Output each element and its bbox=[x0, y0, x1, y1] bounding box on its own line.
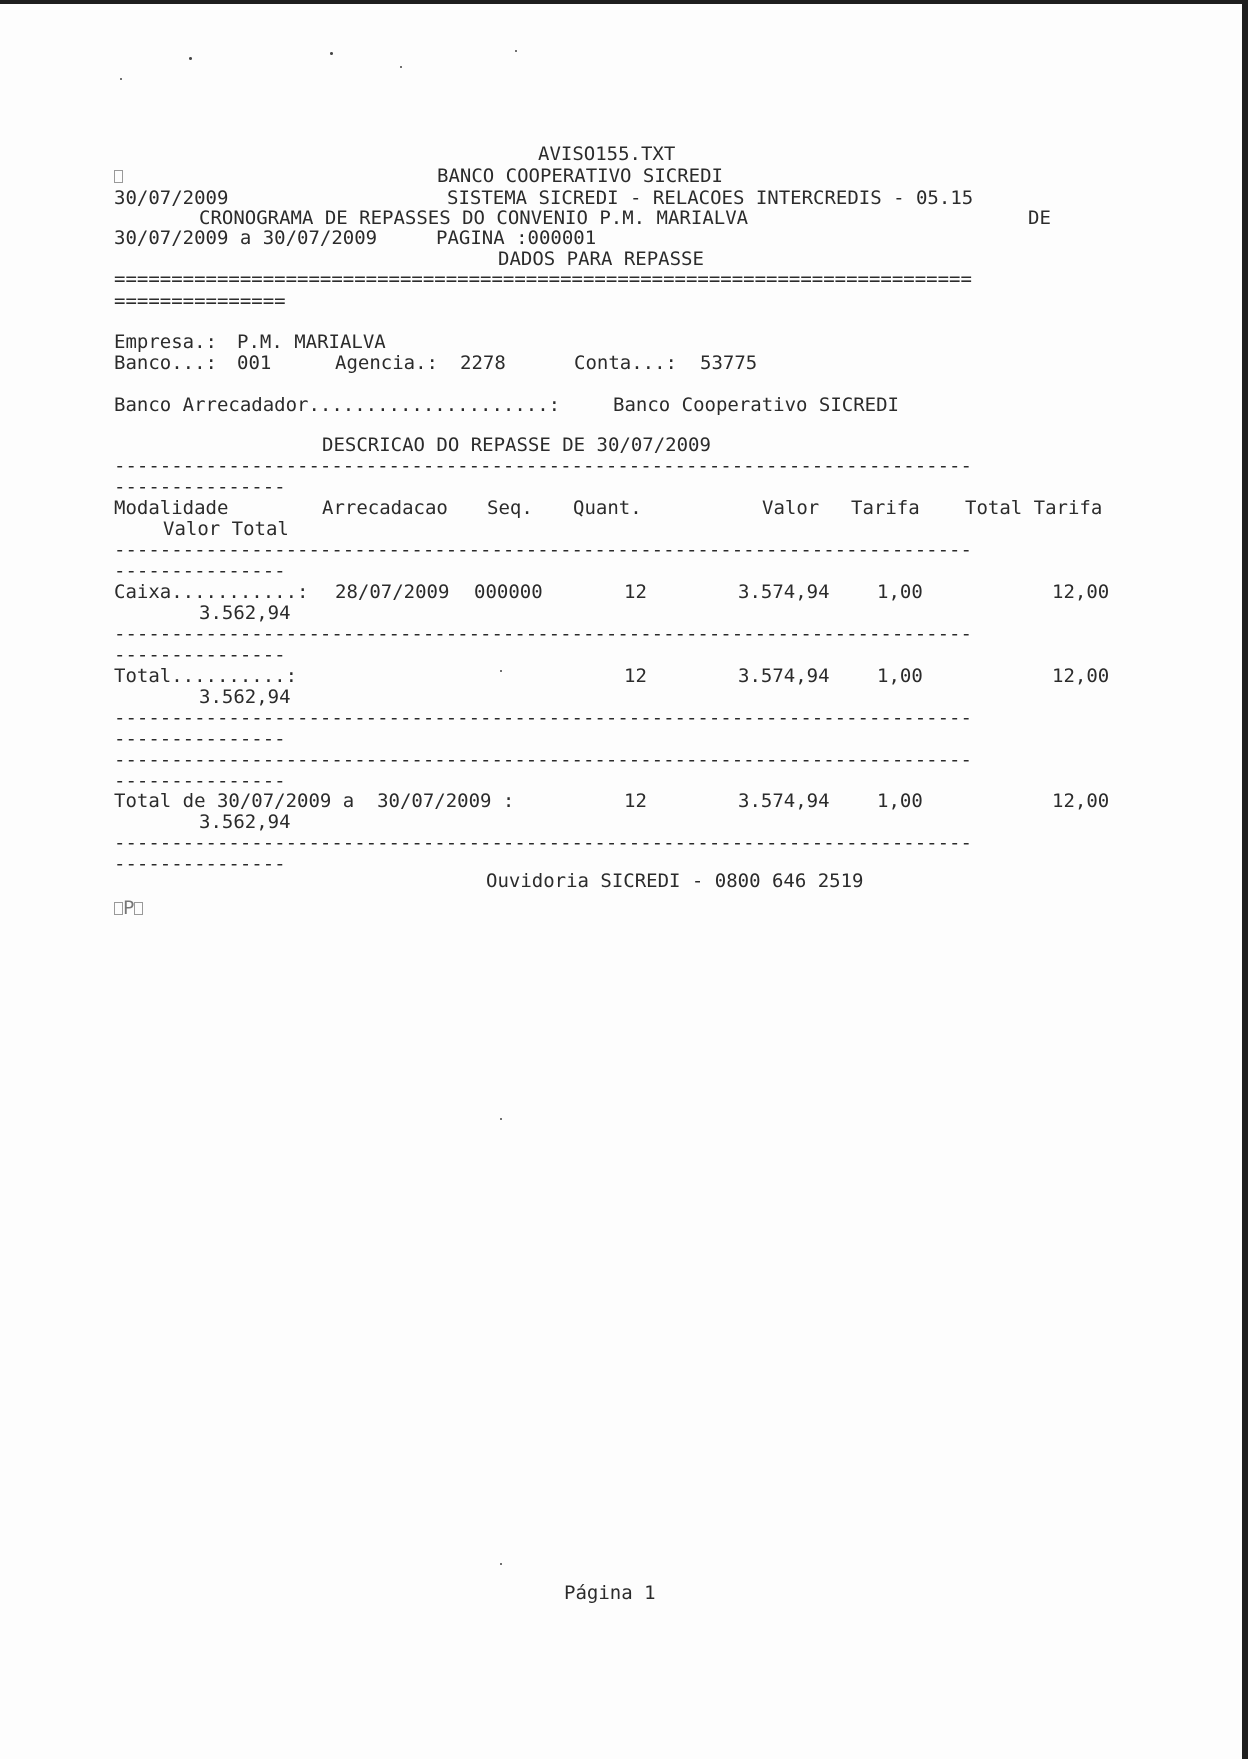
row-arrecadacao: 28/07/2009 bbox=[335, 581, 450, 603]
scan-speck bbox=[330, 52, 333, 55]
total-label: Total..........: bbox=[114, 665, 298, 687]
separator-dash: --------------------------------------------------------------------------- bbox=[114, 455, 972, 477]
banco-value: 001 bbox=[237, 352, 272, 374]
description-title: DESCRICAO DO REPASSE DE 30/07/2009 bbox=[322, 434, 711, 456]
arrecadador-label: Banco Arrecadador.....................: bbox=[114, 394, 561, 416]
schedule-title: CRONOGRAMA DE REPASSES DO CONVENIO P.M. MARIALVA bbox=[199, 207, 749, 229]
row-seq: 000000 bbox=[474, 581, 543, 603]
header-arrecadacao: Arrecadacao bbox=[322, 497, 448, 519]
empresa-value: P.M. MARIALVA bbox=[237, 331, 386, 353]
arrecadador-value: Banco Cooperativo SICREDI bbox=[613, 394, 899, 416]
page-footer: Página 1 bbox=[564, 1582, 656, 1604]
conta-value: 53775 bbox=[700, 352, 758, 374]
separator-dash-short: --------------- bbox=[114, 853, 286, 875]
file-name: AVISO155.TXT bbox=[538, 143, 676, 165]
total-tarifa: 1,00 bbox=[877, 665, 923, 687]
page-label: PAGINA :000001 bbox=[436, 227, 597, 249]
ombudsman-line: Ouvidoria SICREDI - 0800 646 2519 bbox=[486, 870, 864, 892]
row-valor-total: 3.562,94 bbox=[199, 602, 291, 624]
separator-dash: --------------------------------------------------------------------------- bbox=[114, 707, 972, 729]
period-total-valor: 3.574,94 bbox=[738, 790, 830, 812]
period-total-tarifa: 1,00 bbox=[877, 790, 923, 812]
separator-dash: --------------------------------------------------------------------------- bbox=[114, 539, 972, 561]
period-total-total-tarifa: 12,00 bbox=[1052, 790, 1110, 812]
control-char-text: P bbox=[123, 897, 135, 919]
scan-speck bbox=[500, 670, 502, 672]
empresa-label: Empresa.: bbox=[114, 331, 217, 353]
row-quant: 12 bbox=[624, 581, 647, 603]
separator-dash: --------------------------------------------------------------------------- bbox=[114, 832, 972, 854]
separator-dash-short: --------------- bbox=[114, 770, 286, 792]
agencia-label: Agencia.: bbox=[335, 352, 438, 374]
separator-dash-short: --------------- bbox=[114, 644, 286, 666]
scan-speck bbox=[189, 57, 192, 60]
period-total-quant: 12 bbox=[624, 790, 647, 812]
separator-dash-short: --------------- bbox=[114, 560, 286, 582]
period: 30/07/2009 a 30/07/2009 bbox=[114, 227, 378, 249]
header-quant: Quant. bbox=[573, 497, 642, 519]
scan-speck bbox=[500, 1563, 502, 1565]
de-label: DE bbox=[1028, 207, 1051, 229]
header-seq: Seq. bbox=[487, 497, 533, 519]
scan-edge-top bbox=[0, 0, 1248, 4]
header-valor: Valor bbox=[762, 497, 820, 519]
row-total-tarifa: 12,00 bbox=[1052, 581, 1110, 603]
header-modalidade: Modalidade bbox=[114, 497, 229, 519]
banco-label: Banco...: bbox=[114, 352, 217, 374]
system-line: SISTEMA SICREDI - RELACOES INTERCREDIS - 05.15 bbox=[447, 187, 974, 209]
header-tarifa: Tarifa bbox=[851, 497, 920, 519]
separator-dash: --------------------------------------------------------------------------- bbox=[114, 749, 972, 771]
conta-label: Conta...: bbox=[574, 352, 677, 374]
separator-double: =========================================================================== bbox=[114, 268, 972, 290]
separator-dash: --------------------------------------------------------------------------- bbox=[114, 623, 972, 645]
separator-dash-short: --------------- bbox=[114, 728, 286, 750]
total-total-tarifa: 12,00 bbox=[1052, 665, 1110, 687]
period-total-label: Total de 30/07/2009 a 30/07/2009 : bbox=[114, 790, 515, 812]
scan-speck bbox=[500, 1118, 502, 1120]
row-valor: 3.574,94 bbox=[738, 581, 830, 603]
row-tarifa: 1,00 bbox=[877, 581, 923, 603]
total-valor: 3.574,94 bbox=[738, 665, 830, 687]
header-valor-total: Valor Total bbox=[163, 518, 289, 540]
bank-name: BANCO COOPERATIVO SICREDI bbox=[437, 165, 723, 187]
header-total-tarifa: Total Tarifa bbox=[965, 497, 1103, 519]
scan-speck bbox=[120, 78, 122, 80]
total-valor-total: 3.562,94 bbox=[199, 686, 291, 708]
row-modalidade: Caixa...........: bbox=[114, 581, 309, 603]
report-date: 30/07/2009 bbox=[114, 187, 229, 209]
control-char-box bbox=[114, 165, 123, 187]
agencia-value: 2278 bbox=[460, 352, 506, 374]
scan-edge-right bbox=[1242, 0, 1248, 1759]
period-total-valor-total: 3.562,94 bbox=[199, 811, 291, 833]
scan-speck bbox=[400, 66, 402, 68]
control-char-sequence bbox=[114, 897, 143, 919]
total-quant: 12 bbox=[624, 665, 647, 687]
scan-speck bbox=[515, 50, 517, 52]
separator-double-short: =============== bbox=[114, 290, 286, 312]
section-title: DADOS PARA REPASSE bbox=[498, 248, 704, 270]
separator-dash-short: --------------- bbox=[114, 476, 286, 498]
